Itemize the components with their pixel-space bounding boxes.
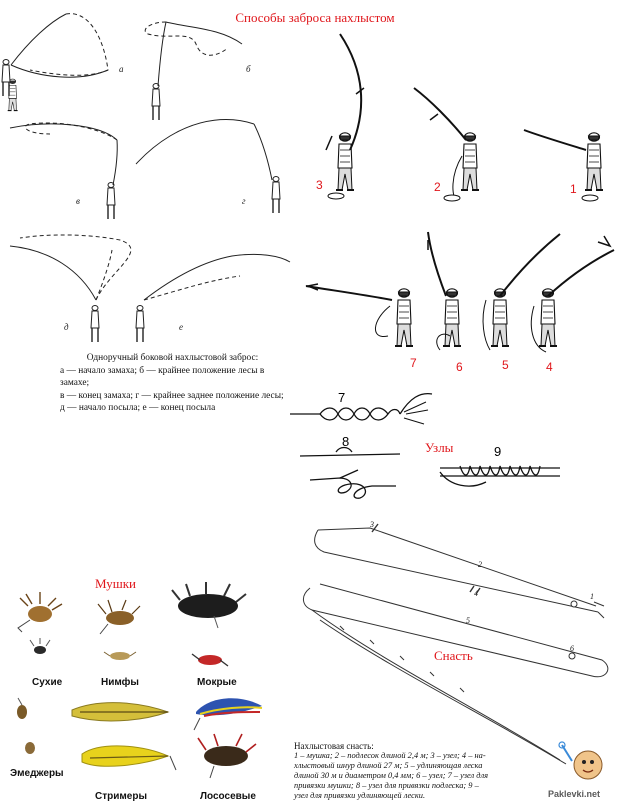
cast-caption-line: д — начало посыла; е — конец посыла <box>60 403 216 414</box>
emerger-fly-2 <box>25 742 35 754</box>
watermark-mascot <box>559 742 602 779</box>
dry-fly-2 <box>30 638 50 654</box>
step-number-4: 4 <box>546 360 553 374</box>
rig-number-2: 2 <box>478 560 482 569</box>
step-number-2: 2 <box>434 180 441 194</box>
fly-label-streamers: Стримеры <box>95 791 147 802</box>
cast-letter-b: б <box>246 64 251 74</box>
rig-number-6: 6 <box>570 644 574 653</box>
cast-letter-d: д <box>64 322 69 332</box>
knot-number-8: 8 <box>342 434 350 449</box>
fly-label-dry: Сухие <box>32 677 63 688</box>
cast-caption <box>60 352 285 415</box>
cast-letter-v: в <box>76 196 80 206</box>
rig-number-5: 5 <box>466 616 470 625</box>
rig-caption <box>294 741 556 801</box>
cast-diagram-figure <box>2 14 290 342</box>
cast-caption-title: Одноручный боковой нахлыстовой заброс: <box>86 353 259 363</box>
cast-letter-g: г <box>242 196 246 206</box>
rig-caption-line: хлыстовый шнур длиной 27 м; 5 – удлиняющая леска <box>294 761 483 770</box>
rig-caption-line: узел для привязки удлиняющей лески. <box>294 791 426 800</box>
knot-number-9: 9 <box>494 444 502 459</box>
rig-caption-title: Нахлыстовая снасть: <box>294 741 374 751</box>
rig-number-4: 4 <box>474 589 478 598</box>
fly-label-emergers: Эмеджеры <box>10 768 64 779</box>
cast-caption-line: а — начало замаха; б — крайнее положение лесы в замахе; <box>60 365 265 389</box>
fly-label-wet: Мокрые <box>197 677 237 688</box>
step-number-7: 7 <box>410 356 417 370</box>
nymph-fly-2 <box>104 652 136 660</box>
rig-title: Снасть <box>434 648 473 663</box>
cast-letter-e: е <box>179 322 183 332</box>
emerger-fly-1 <box>17 698 27 719</box>
rig-caption-line: 1 – мушка; 2 – подлесок длиной 2,4 м; 3 – узел; 4 – на- <box>294 751 486 760</box>
wet-fly-2 <box>192 654 228 666</box>
flies-title: Мушки <box>95 576 137 591</box>
rig-caption-line: привязки мушки; 8 – узел для привязки подлеска; 9 – <box>294 781 479 790</box>
dry-fly-1 <box>18 592 62 632</box>
rig-caption-line: длиной 30 м и диаметром 0,4 мм; 6 – узел; 7 – узел для <box>294 771 489 780</box>
rig-number-3: 3 <box>370 520 374 529</box>
salmon-fly-2 <box>198 734 256 778</box>
knot-number-7: 7 <box>338 390 346 405</box>
cast-steps-figure <box>306 34 614 352</box>
cast-caption-line: в — конец замаха; г — крайнее заднее положение лесы; <box>60 390 284 401</box>
rig-figure <box>303 524 607 764</box>
fly-label-nymphs: Нимфы <box>101 677 139 688</box>
cast-letter-a: а <box>119 64 124 74</box>
rig-number-1: 1 <box>590 592 594 601</box>
step-number-1: 1 <box>570 182 577 196</box>
step-number-3: 3 <box>316 178 323 192</box>
nymph-fly-1 <box>98 600 140 634</box>
step-number-5: 5 <box>502 358 509 372</box>
page-title: Способы заброса нахлыстом <box>235 10 395 25</box>
streamer-fly-1 <box>72 703 168 721</box>
watermark-text: Paklevki.net <box>548 789 601 799</box>
knots-title: Узлы <box>425 440 454 455</box>
fly-label-salmon: Лососевые <box>200 791 256 802</box>
wet-fly-1 <box>172 582 246 628</box>
salmon-fly-1 <box>194 698 262 730</box>
streamer-fly-2 <box>82 746 176 770</box>
step-number-6: 6 <box>456 360 463 374</box>
